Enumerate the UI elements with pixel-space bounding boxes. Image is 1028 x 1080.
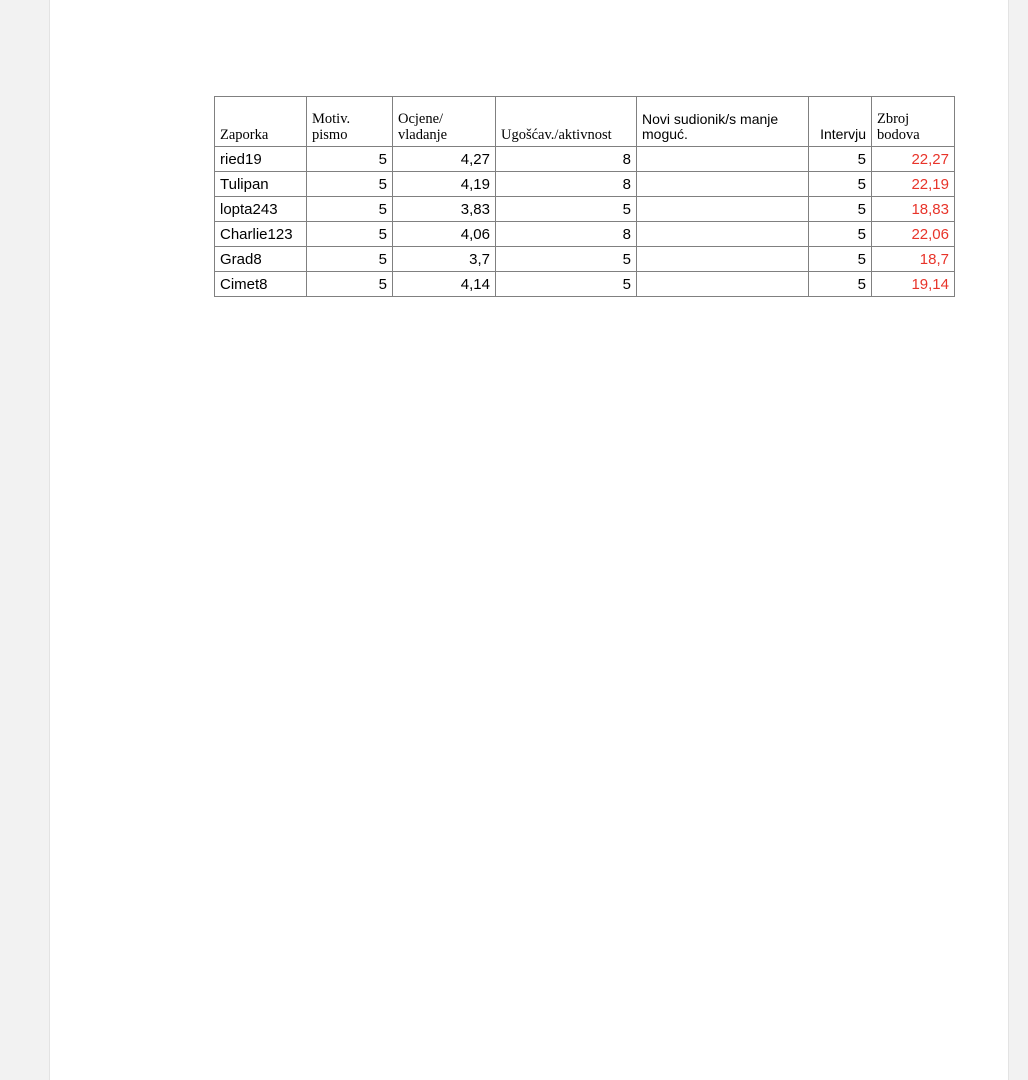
column-header-intervju: Intervju (809, 97, 872, 147)
cell-zaporka: Cimet8 (215, 272, 307, 297)
cell-ocjene-vladanje: 3,83 (393, 197, 496, 222)
cell-zaporka: ried19 (215, 147, 307, 172)
cell-motiv-pismo: 5 (307, 222, 393, 247)
table-row (215, 172, 955, 197)
column-header-zbroj-bodova: Zbroj bodova (872, 97, 955, 147)
cell-motiv-pismo: 5 (307, 272, 393, 297)
cell-ocjene-vladanje: 4,14 (393, 272, 496, 297)
column-header-motiv-pismo: Motiv. pismo (307, 97, 393, 147)
cell-ugoscav-aktivnost: 5 (496, 272, 637, 297)
table-row (215, 197, 955, 222)
cell-intervju: 5 (809, 172, 872, 197)
cell-novi-sudionik (637, 222, 809, 247)
cell-zaporka: Grad8 (215, 247, 307, 272)
table-header-row (215, 97, 955, 147)
table-row (215, 272, 955, 297)
cell-motiv-pismo: 5 (307, 247, 393, 272)
cell-ocjene-vladanje: 4,27 (393, 147, 496, 172)
column-header-novi-sudionik: Novi sudionik/s manje moguć. (637, 97, 809, 147)
column-header-ugoscav-aktivnost: Ugošćav./aktivnost (496, 97, 637, 147)
column-header-ocjene-vladanje: Ocjene/ vladanje (393, 97, 496, 147)
cell-zaporka: Charlie123 (215, 222, 307, 247)
cell-ugoscav-aktivnost: 5 (496, 247, 637, 272)
cell-novi-sudionik (637, 197, 809, 222)
cell-novi-sudionik (637, 272, 809, 297)
table-row (215, 222, 955, 247)
cell-motiv-pismo: 5 (307, 197, 393, 222)
cell-zbroj-bodova: 22,27 (872, 147, 955, 172)
document-page (50, 0, 1008, 1080)
table-row (215, 147, 955, 172)
column-header-zaporka: Zaporka (215, 97, 307, 147)
table-body (215, 147, 955, 297)
cell-zbroj-bodova: 18,7 (872, 247, 955, 272)
cell-novi-sudionik (637, 247, 809, 272)
cell-zaporka: Tulipan (215, 172, 307, 197)
cell-motiv-pismo: 5 (307, 172, 393, 197)
cell-ocjene-vladanje: 4,06 (393, 222, 496, 247)
table-row (215, 247, 955, 272)
scoring-table (214, 96, 955, 297)
cell-intervju: 5 (809, 222, 872, 247)
cell-ugoscav-aktivnost: 8 (496, 147, 637, 172)
cell-intervju: 5 (809, 197, 872, 222)
cell-novi-sudionik (637, 147, 809, 172)
cell-intervju: 5 (809, 272, 872, 297)
cell-zbroj-bodova: 22,19 (872, 172, 955, 197)
cell-ocjene-vladanje: 3,7 (393, 247, 496, 272)
cell-intervju: 5 (809, 247, 872, 272)
cell-ugoscav-aktivnost: 5 (496, 197, 637, 222)
cell-intervju: 5 (809, 147, 872, 172)
cell-zbroj-bodova: 22,06 (872, 222, 955, 247)
table-header-row-group (215, 97, 955, 147)
cell-motiv-pismo: 5 (307, 147, 393, 172)
cell-zbroj-bodova: 18,83 (872, 197, 955, 222)
cell-ugoscav-aktivnost: 8 (496, 222, 637, 247)
cell-zaporka: lopta243 (215, 197, 307, 222)
cell-novi-sudionik (637, 172, 809, 197)
cell-zbroj-bodova: 19,14 (872, 272, 955, 297)
cell-ocjene-vladanje: 4,19 (393, 172, 496, 197)
cell-ugoscav-aktivnost: 8 (496, 172, 637, 197)
